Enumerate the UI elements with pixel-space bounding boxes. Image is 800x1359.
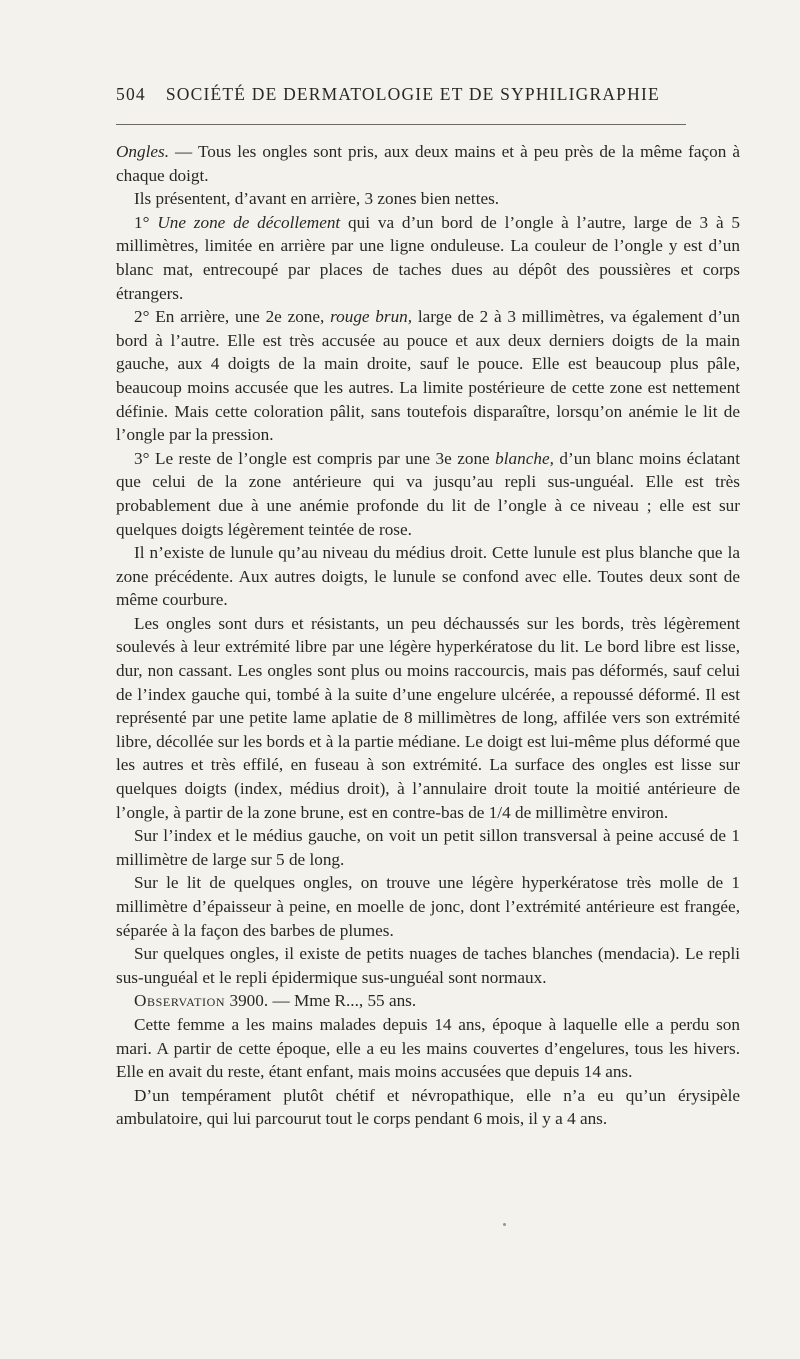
observation-heading xyxy=(116,989,740,1013)
paragraph xyxy=(116,824,740,871)
paragraph-text: qui va d’un bord de l’ongle à l’autre, large de 3 à 5 millimètres, limitée en arrière par une ligne onduleuse. La couleur de l’ongle y est d’un blanc mat, entrecoupé par places de taches dues au dépôt des poussières et corps étrangers. xyxy=(116,212,741,303)
paragraph-text: Il n’existe de lunule qu’au niveau du médius droit. Cette lunule est plus blanche que la zone précédente. Aux autres doigts, le lunule se confond avec elle. Toutes deux sont de même courbure. xyxy=(116,543,740,610)
paragraph-ongles xyxy=(116,140,740,187)
paragraph-text: Les ongles sont durs et résistants, un peu déchaussés sur les bords, très légèrement soulevés à leur extrémité libre par une légère hyperkératose du lit. Le bord libre est lisse, dur, non cassant. Les ongles sont plus ou moins raccourcis, mais pas déformés, sauf celui de l’index gauche qui, tombé à la suite d’une engelure ulcérée, a repoussé déformé. Il est représenté par une petite lame aplatie de 8 millimètres de long, affilée vers son extrémité libre, décollée sur les bords et à la partie médiane. Le doigt est lui-même plus déformé que les autres et très effilé, en fuseau à son extrémité. La surface des ongles est lisse sur quelques doigts (index, médius droit), à l’annulaire droit toute la moitié antérieure de l’ongle, à partir de la zone brune, est en contre-bas de 1/4 de millimètre environ. xyxy=(116,613,740,822)
observation-label: Observation xyxy=(134,991,226,1011)
italic-term: Une zone de décollement xyxy=(157,212,341,232)
paragraph-text: d’un blanc moins éclatant que celui de la zone antérieure qui va jusqu’au repli sus-unguéal. Elle est très probablement due à une anémie profonde du lit de l’ongle à ce niveau ; elle est sur quelques doigts légèrement teintée de rose. xyxy=(116,448,741,539)
paragraph-text: large de 2 à 3 millimètres, va également d’un bord à l’autre. Elle est très accusée au pouce et aux deux derniers doigts de la main gauche, aux 4 doigts de la main droite, sauf le pouce. Elle est beaucoup plus pâle, beaucoup moins accusée que les autres. La limite postérieure de cette zone est nettement définie. Mais cette coloration pâlit, sans toutefois disparaître, lorsqu’on anémie le lit de l’ongle par la pression. xyxy=(116,307,740,445)
italic-term: blanche, xyxy=(495,448,554,468)
paragraph-text: Sur quelques ongles, il existe de petits nuages de taches blanches (mendacia). Le repli sus-unguéal et le repli épidermique sus-unguéal sont normaux. xyxy=(116,944,740,987)
paragraph-text: — Tous les ongles sont pris, aux deux mains et à peu près de la même façon à chaque doigt. xyxy=(116,142,740,185)
page-number: 504 xyxy=(116,84,146,104)
paragraph-zone-2 xyxy=(116,305,740,447)
paragraph-text: 2° En arrière, une 2e zone, xyxy=(134,307,331,327)
section-lead-ongles: Ongles. xyxy=(116,142,169,161)
paragraph xyxy=(116,541,740,612)
header-rule xyxy=(116,124,686,125)
paragraph-text: Cette femme a les mains malades depuis 14 ans, époque à laquelle elle a perdu son mari. A partir de cette époque, elle a eu les mains couvertes d’engelures, tous les hivers. Elle en avait du reste, étant enfant, mais moins accusées que depuis 14 ans. xyxy=(116,1014,740,1082)
paragraph xyxy=(116,871,740,942)
paragraph-text: Ils présentent, d’avant en arrière, 3 zones bien nettes. xyxy=(134,189,500,209)
paragraph-text: Sur le lit de quelques ongles, on trouve une légère hyperkératose très molle de 1 millimètre d’épaisseur à peine, en moelle de jonc, dont l’extrémité antérieure est frangée, séparée à la façon des barbes de plumes. xyxy=(116,873,740,940)
running-header xyxy=(116,84,686,105)
paragraph-text: 3° Le reste de l’ongle est compris par une 3e zone xyxy=(134,448,496,468)
paragraph xyxy=(116,612,740,824)
paragraph-text: D’un tempérament plutôt chétif et névropathique, elle n’a eu qu’un érysipèle ambulatoire, qui lui parcourut tout le corps pendant 6 mois, il y a 4 ans. xyxy=(116,1085,740,1129)
paragraph xyxy=(116,1013,740,1084)
paragraph xyxy=(116,1084,740,1131)
italic-term: rouge brun, xyxy=(330,307,413,327)
running-title: SOCIÉTÉ DE DERMATOLOGIE ET DE SYPHILIGRAPHIE xyxy=(165,84,660,104)
paragraph xyxy=(116,942,740,989)
paragraph-text: Sur l’index et le médius gauche, on voit un petit sillon transversal à peine accusé de 1 millimètre de large sur 5 de long. xyxy=(116,826,740,869)
paragraph-zone-1 xyxy=(116,211,740,305)
paragraph-text: 1° xyxy=(134,212,158,232)
print-speck xyxy=(503,1223,506,1226)
paragraph-zone-3 xyxy=(116,447,740,541)
observation-subject: 3900. — Mme R..., 55 ans. xyxy=(225,991,417,1011)
body-text xyxy=(116,140,740,1131)
paragraph xyxy=(116,187,740,211)
